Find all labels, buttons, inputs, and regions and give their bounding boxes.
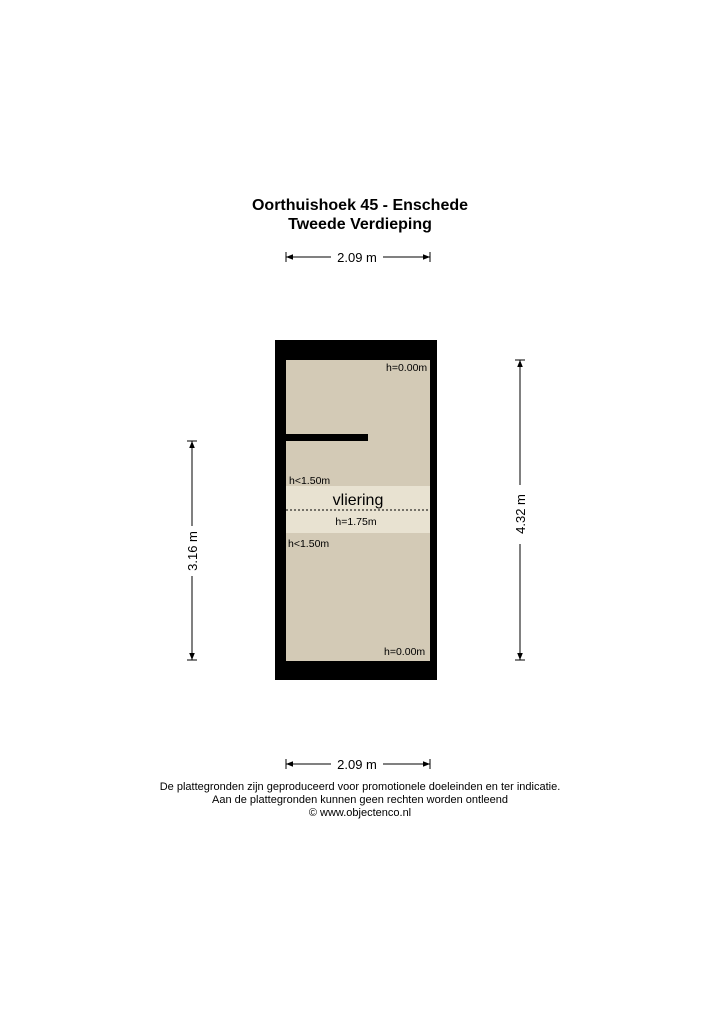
height-lower-limit-label: h<1.50m xyxy=(288,538,330,550)
left-height-label: 3.16 m xyxy=(185,531,200,571)
top-width-dimension xyxy=(286,250,430,265)
bottom-width-dimension xyxy=(286,757,430,772)
height-top-label: h=0.00m xyxy=(386,362,428,374)
left-height-dimension xyxy=(185,441,200,660)
height-ridge-label: h=1.75m xyxy=(335,516,377,528)
right-height-label: 4.32 m xyxy=(513,494,528,534)
interior-wall xyxy=(286,434,368,441)
height-upper-limit-label: h<1.50m xyxy=(289,475,331,487)
floorplan-subtitle: Tweede Verdieping xyxy=(288,216,432,233)
disclaimer-line-1: De plattegronden zijn geproduceerd voor promotionele doeleinden en ter indicatie. xyxy=(159,781,561,793)
copyright-line: © www.objectenco.nl xyxy=(308,807,412,819)
height-bottom-label: h=0.00m xyxy=(384,646,426,658)
floorplan-title: Oorthuishoek 45 - Enschede xyxy=(251,197,469,214)
room-name: vliering xyxy=(332,492,384,509)
disclaimer-line-2: Aan de plattegronden kunnen geen rechten worden ontleend xyxy=(211,794,508,806)
bottom-width-label: 2.09 m xyxy=(337,757,377,772)
right-height-dimension xyxy=(513,360,528,660)
top-width-label: 2.09 m xyxy=(337,250,377,265)
